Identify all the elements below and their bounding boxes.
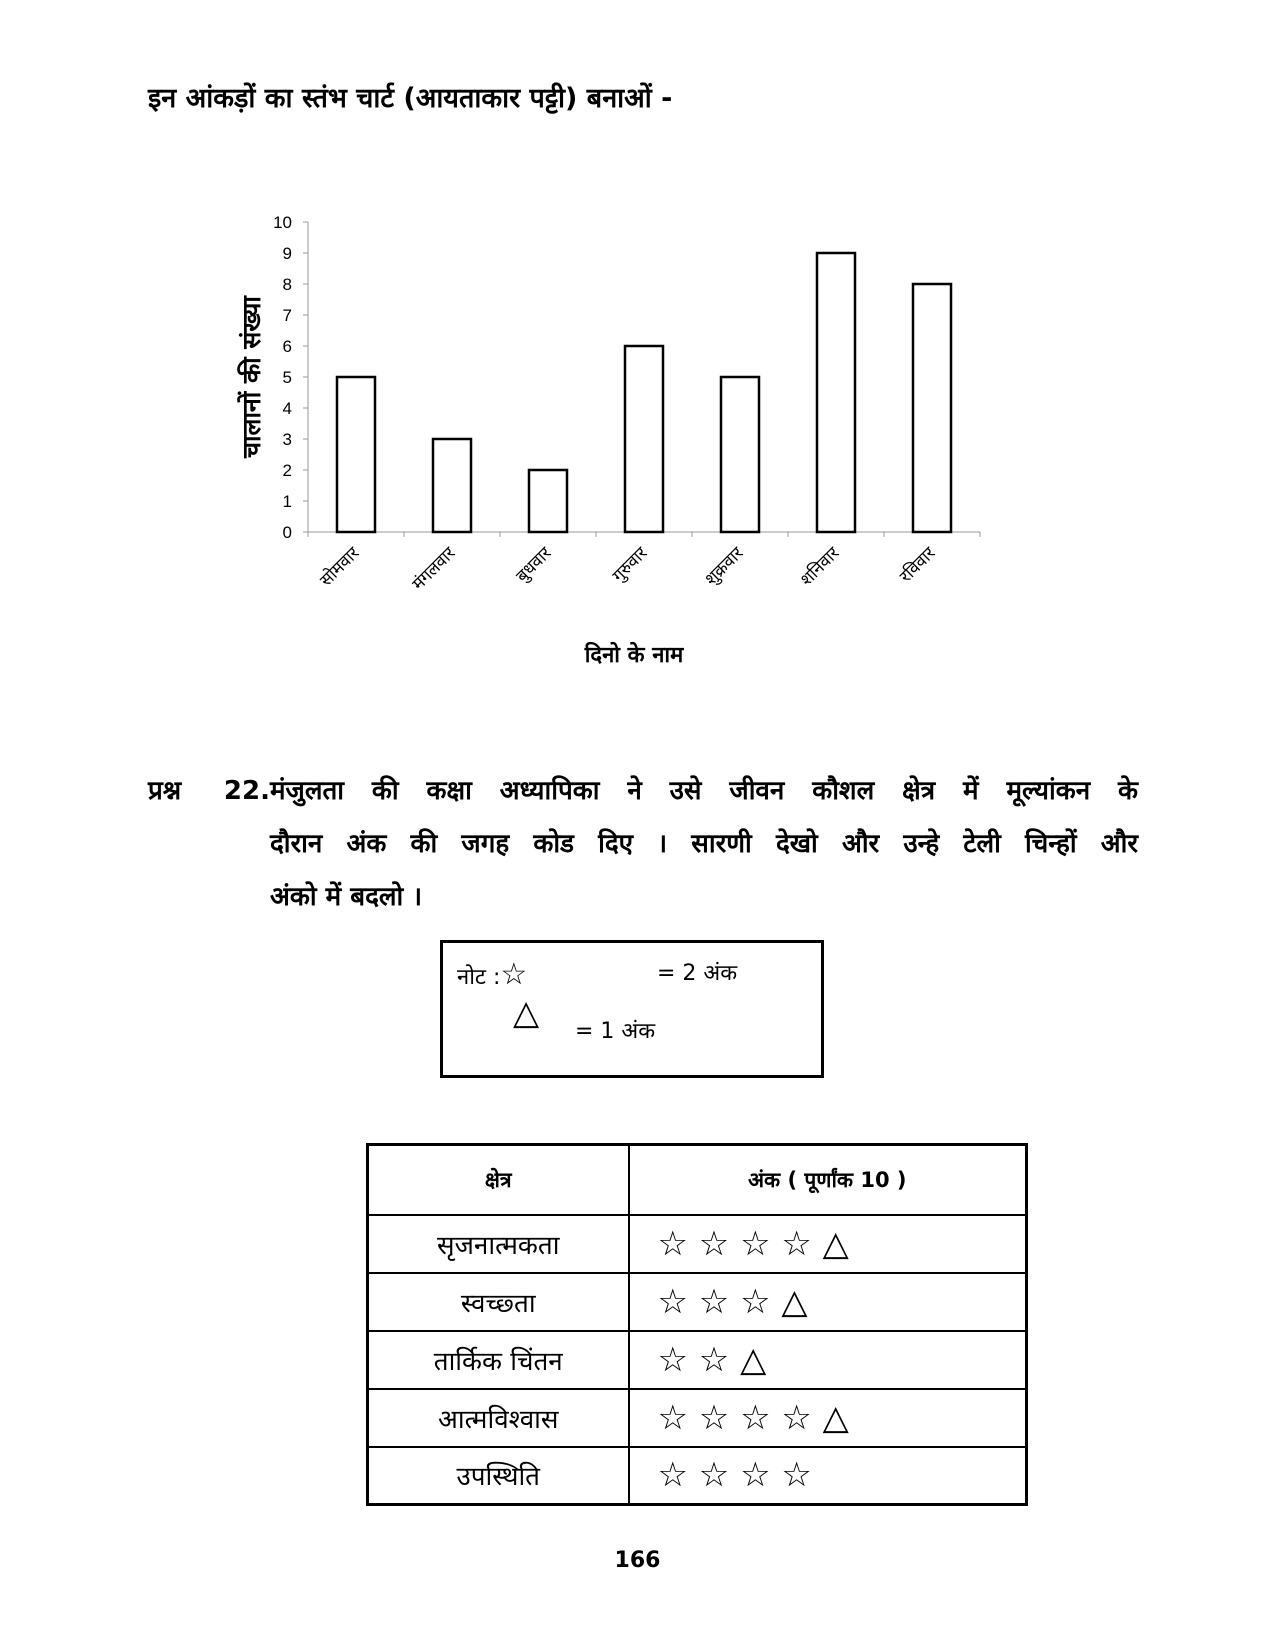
note-star-value: = 2 अंक [657, 961, 738, 986]
triangle-icon: △ [513, 993, 540, 1033]
marks-cell: ☆ ☆ ☆ ☆ [629, 1447, 1027, 1505]
header-area: क्षेत्र [368, 1145, 629, 1215]
page-number: 166 [614, 1548, 661, 1573]
question-line-2: दौरान अंक की जगह कोड दिए । सारणी देखो और उन्हे टेली चिन्हों और [270, 829, 1138, 859]
question-line-1: प्रश्न 22.मंजुलता की कक्षा अध्यापिका ने उसे जीवन कौशल क्षेत्र में मूल्यांकन के [148, 765, 1138, 818]
bar-chart [220, 205, 1040, 675]
marks-cell: ☆ ☆ ☆ ☆ △ [629, 1215, 1027, 1273]
page-heading: इन आंकड़ों का स्तंभ चार्ट (आयताकार पट्टी) बनाओं - [148, 83, 673, 114]
question-number: प्रश्न 22. [148, 776, 270, 806]
bar [817, 253, 855, 532]
x-tick-label: गुरुवार [608, 543, 652, 587]
area-cell: सृजनात्मकता [368, 1215, 629, 1273]
star-icon: ☆ [500, 957, 528, 992]
table-row [368, 1215, 1027, 1273]
x-tick-label: शनिवार [796, 543, 844, 591]
table-header-row [368, 1145, 1027, 1215]
y-tick-label: 9 [282, 244, 292, 263]
y-tick-label: 0 [282, 523, 292, 542]
y-tick-label: 4 [282, 399, 292, 418]
marks-cell: ☆ ☆ ☆ △ [629, 1273, 1027, 1331]
x-tick-label: शुक्रवार [701, 543, 748, 590]
note-triangle-row [513, 993, 656, 1044]
marks-cell: ☆ ☆ ☆ ☆ △ [629, 1389, 1027, 1447]
bar [721, 377, 759, 532]
area-cell: आत्मविश्वास [368, 1389, 629, 1447]
y-axis-title: चालानों की संख्या [237, 296, 266, 458]
y-tick-label: 6 [282, 337, 292, 356]
x-tick-label: रविवार [895, 543, 940, 587]
area-cell: स्वच्छ्ता [368, 1273, 629, 1331]
table-row [368, 1447, 1027, 1505]
note-box [440, 940, 824, 1078]
y-tick-label: 5 [282, 368, 292, 387]
y-tick-label: 10 [273, 213, 292, 232]
y-tick-label: 8 [282, 275, 292, 294]
y-tick-label: 7 [282, 306, 292, 325]
bar [433, 439, 471, 532]
marks-cell: ☆ ☆ △ [629, 1331, 1027, 1389]
y-tick-label: 3 [282, 430, 292, 449]
note-label: नोट : [457, 965, 501, 990]
bar [625, 346, 663, 532]
header-marks: अंक ( पूर्णांक 10 ) [629, 1145, 1027, 1215]
note-triangle-value: = 1 अंक [575, 1019, 656, 1044]
bar [337, 377, 375, 532]
note-star-row [457, 957, 738, 992]
table-row [368, 1273, 1027, 1331]
y-tick-label: 2 [282, 461, 292, 480]
area-cell: तार्किक चिंतन [368, 1331, 629, 1389]
scores-table [366, 1143, 1028, 1506]
x-tick-label: सोमवार [316, 543, 364, 591]
table-row [368, 1331, 1027, 1389]
x-tick-label: बुधवार [512, 543, 556, 587]
y-tick-label: 1 [282, 492, 292, 511]
x-tick-label: मंगलवार [408, 543, 460, 595]
question-22 [148, 765, 1138, 924]
x-axis-title: दिनो के नाम [584, 643, 684, 668]
question-line-3: अंको में बदलो । [270, 882, 423, 912]
table-row [368, 1389, 1027, 1447]
bar [913, 284, 951, 532]
bar [529, 470, 567, 532]
area-cell: उपस्थिति [368, 1447, 629, 1505]
